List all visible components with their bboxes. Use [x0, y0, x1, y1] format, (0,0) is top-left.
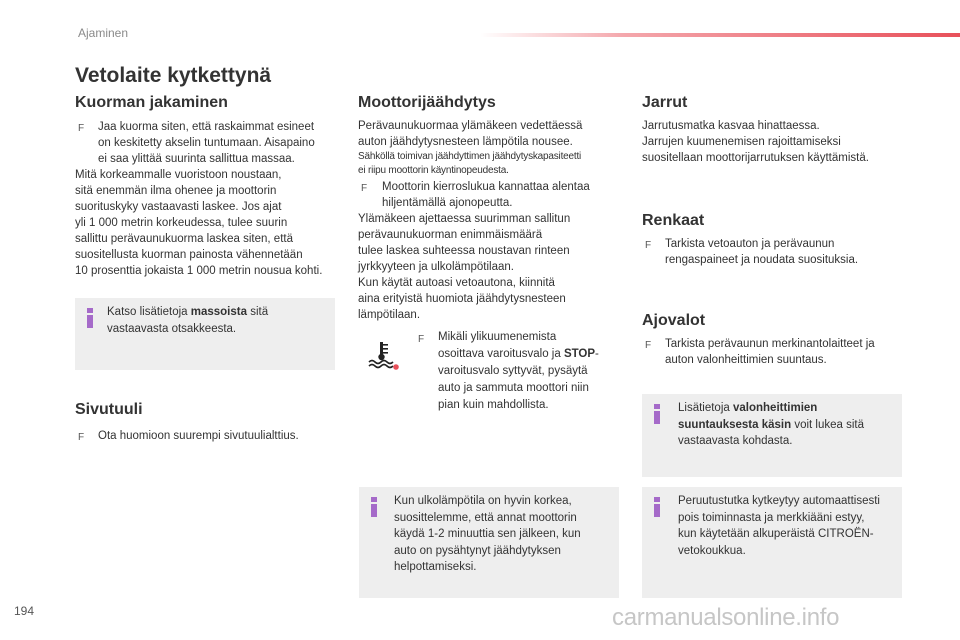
note-text: Kun ulkolämpötila on hyvin korkea, suosittelemme, että annat moottorin käydä 1-2 minuuttia sen jälkeen, kun auto on pysähtynyt jäähdytyksen helpottamiseksi. [394, 495, 581, 573]
bullet-icon: F [418, 334, 425, 345]
heading-engine-cooling: Moottorijäähdytys [358, 94, 496, 111]
note-box-hot-weather [359, 487, 619, 598]
note-box-headlamp-adjustment [642, 394, 902, 477]
watermark: carmanualsonline.info [612, 604, 840, 631]
warning-text: Mikäli ylikuumenemista osoittava varoitusvalo ja STOP- varoitusvalo syttyvät, pysäytä auto ja sammuta moottori niin pian kuin mahdollista. [438, 331, 599, 411]
bullet-icon: F [645, 340, 652, 351]
bullet-icon: F [78, 432, 85, 443]
bullet-icon: F [645, 240, 652, 251]
bullet-icon: F [78, 123, 85, 134]
bullet-text-rpm: Moottorin kierroslukua kannattaa alentaa hiljentämällä ajonopeutta. [382, 181, 590, 209]
page-number: 194 [14, 604, 35, 618]
heading-brakes: Jarrut [642, 94, 688, 111]
note-text: Peruutustutka kytkeytyy automaattisesti pois toiminnasta ja merkkiääni estyy, kun käytetään alkuperäistä CITROËN- vetokoukkua. [678, 495, 880, 557]
info-icon [654, 404, 660, 424]
header-accent-bar [480, 33, 960, 37]
paragraph-cooling-intro: Perävaunukuormaa ylämäkeen vedettäessä auton jäähdytysnesteen lämpötila nousee. [358, 120, 583, 148]
note-text: Katso lisätietoja massoista sitä vastaavasta otsakkeesta. [107, 306, 269, 335]
paragraph-electric-radiator: Sähköllä toimivan jäähdyttimen jäähdytyskapasiteetti ei riipu moottorin käyntinopeudesta. [358, 151, 582, 176]
heading-tyres: Renkaat [642, 212, 705, 229]
page-title: Vetolaite kytkettynä [75, 64, 272, 87]
paragraph-altitude: Mitä korkeammalle vuoristoon noustaan, sitä enemmän ilma ohenee ja moottorin suorituskyky vastaavasti laskee. Jos ajat yli 1 000 metrin korkeudessa, tulee suurin sallittu perävaunukuorma laskea siten, että suositellusta kuorman painosta vähennetään 10 prosenttia jokaista 1 000 metrin nousua kohti. [75, 169, 323, 277]
note-box-masses [75, 298, 335, 370]
info-icon [371, 497, 377, 517]
note-box-parking-sensors [642, 487, 902, 598]
coolant-temperature-warning-icon [366, 340, 400, 370]
section-header: Ajaminen [78, 26, 129, 40]
paragraph-uphill: Ylämäkeen ajettaessa suurimman sallitun perävaunukuorman enimmäismäärä tulee laskea suhteessa noustavan rinteen jyrkkyyteen ja ulkolämpötilaan. Kun käytät autoasi vetoautona, kiinnitä aina erityistä huomiota jäähdytysnesteen lämpötilaan. [358, 213, 571, 321]
note-text: Lisätietoja valonheittimien suuntauksesta käsin voit lukea sitä vastaavasta kohdasta. [678, 402, 865, 447]
bullet-text-load: Jaa kuorma siten, että raskaimmat esineet on keskitetty akselin tuntumaan. Aisapaino ei saa ylittää suurinta sallittua massaa. [98, 121, 315, 165]
bullet-text-headlamps: Tarkista perävaunun merkinantolaitteet ja auton valonheittimien suuntaus. [665, 338, 875, 366]
bullet-text-crosswind: Ota huomioon suurempi sivutuulialttius. [98, 430, 299, 442]
heading-headlamps: Ajovalot [642, 312, 706, 329]
bullet-icon: F [361, 183, 368, 194]
heading-load-distribution: Kuorman jakaminen [75, 94, 228, 111]
info-icon [87, 308, 93, 328]
paragraph-brakes: Jarrutusmatka kasvaa hinattaessa. Jarrujen kuumenemisen rajoittamiseksi suositellaan moottorijarrutuksen käyttämistä. [642, 120, 869, 164]
info-icon [654, 497, 660, 517]
heading-crosswind: Sivutuuli [75, 401, 143, 418]
bullet-text-tyres: Tarkista vetoauton ja perävaunun rengaspaineet ja noudata suosituksia. [665, 238, 859, 266]
